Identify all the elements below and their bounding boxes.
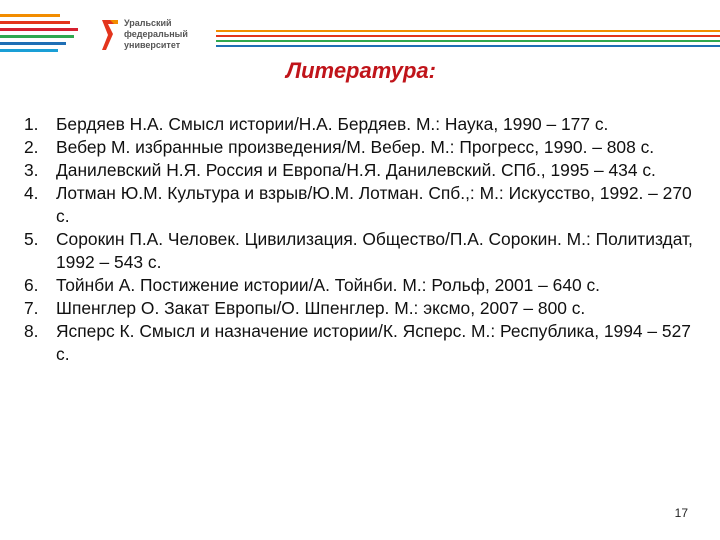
stripe-crimson [0, 28, 78, 31]
list-item-text: Бердяев Н.А. Смысл истории/Н.А. Бердяев. М.: Наука, 1990 – 177 с. [56, 114, 609, 134]
list-item [24, 113, 704, 136]
stripe-green [0, 35, 74, 38]
stripe-blue [0, 42, 66, 45]
list-item [24, 228, 704, 274]
decorative-stripes-left [0, 14, 86, 58]
list-item-number: 3. [24, 160, 39, 180]
list-item-text: Лотман Ю.М. Культура и взрыв/Ю.М. Лотман. Спб.,: М.: Искусство, 1992. – 270 с. [56, 183, 692, 226]
list-item-number: 2. [24, 137, 39, 157]
list-item-text: Данилевский Н.Я. Россия и Европа/Н.Я. Данилевский. СПб., 1995 – 434 с. [56, 160, 656, 180]
list-item-number: 6. [24, 275, 39, 295]
list-item-number: 7. [24, 298, 39, 318]
page-number: 17 [674, 506, 688, 520]
page-title: Литература: [286, 58, 436, 83]
list-item [24, 274, 704, 297]
list-item [24, 297, 704, 320]
list-item-number: 5. [24, 229, 39, 249]
logo-line: университет [124, 40, 181, 50]
list-item-text: Вебер М. избранные произведения/М. Вебер. М.: Прогресс, 1990. – 808 с. [56, 137, 655, 157]
logo-line: Уральский [124, 18, 172, 28]
logo-line: федеральный [124, 29, 188, 39]
decorative-stripes-right [216, 30, 720, 54]
list-item-text: Тойнби А. Постижение истории/А. Тойнби. М.: Рольф, 2001 – 640 с. [56, 275, 601, 295]
stripe-light-blue [0, 49, 58, 52]
stripe-blue [216, 45, 720, 47]
university-logo [100, 16, 210, 56]
stripe-orange [216, 30, 720, 32]
stripe-green [216, 40, 720, 42]
list-item-text: Ясперс К. Смысл и назначение истории/К. Ясперс. М.: Республика, 1994 – 527 с. [56, 321, 691, 364]
logo-mark-icon [100, 18, 120, 52]
logo-text [124, 18, 214, 51]
list-item-text: Сорокин П.А. Человек. Цивилизация. Общество/П.А. Сорокин. М.: Политиздат, 1992 – 543 с. [56, 229, 693, 272]
list-item [24, 136, 704, 159]
list-item-number: 1. [24, 114, 39, 134]
list-item [24, 320, 704, 366]
list-item-number: 4. [24, 183, 39, 203]
reference-list [24, 113, 704, 366]
list-item [24, 159, 704, 182]
stripe-red [0, 21, 70, 24]
stripe-red [216, 35, 720, 37]
list-item-number: 8. [24, 321, 39, 341]
list-item [24, 182, 704, 228]
list-item-text: Шпенглер О. Закат Европы/О. Шпенглер. М.: эксмо, 2007 – 800 с. [56, 298, 586, 318]
stripe-orange [0, 14, 60, 17]
